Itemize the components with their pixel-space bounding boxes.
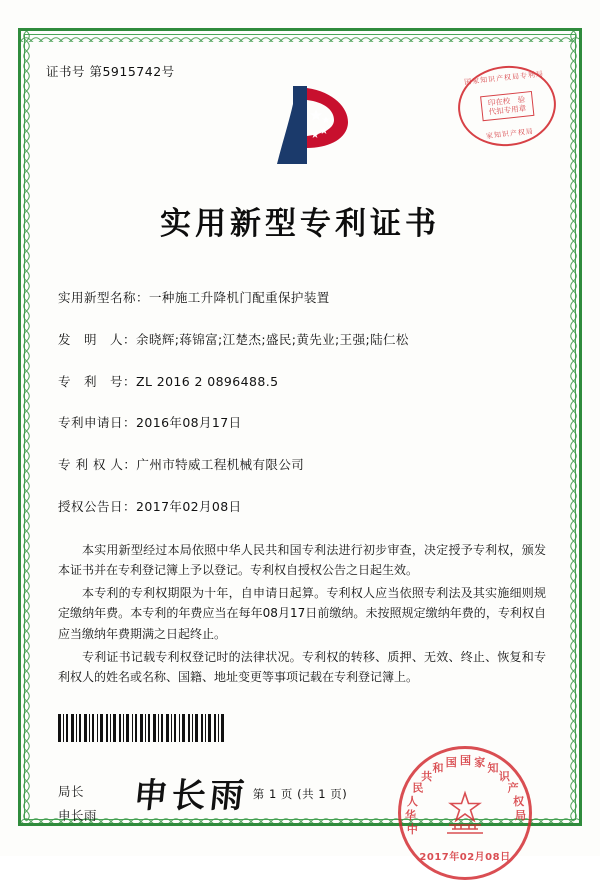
barcode-icon — [58, 714, 226, 742]
logo-container — [46, 82, 554, 170]
official-seal-ring-text: 中 华 人 民 共 和 国 国 家 知 识 产 权 局 — [405, 753, 526, 837]
field-list — [46, 289, 554, 517]
field-label: 实用新型名称： — [58, 290, 150, 305]
page-footer: 第 1 页 (共 1 页) — [252, 787, 348, 801]
field-row — [58, 331, 548, 350]
ornament-band-right-icon — [568, 31, 579, 823]
verification-seal-line1: 印在校 验 — [487, 94, 526, 108]
ornament-band-left-icon — [21, 31, 32, 823]
field-value: 一种施工升降机门配重保护装置 — [149, 290, 330, 305]
ornament-band-top-icon — [21, 31, 579, 42]
field-value: 余晓辉;蒋锦富;江楚杰;盛民;黄先业;王强;陆仁松 — [136, 331, 409, 347]
verification-seal-arc-top: 国家知识产权局专利局 — [463, 69, 545, 87]
verification-seal-line2: 代扣专用章 — [488, 104, 527, 117]
official-seal-date: 2017年02月08日 — [419, 851, 511, 863]
patent-office-logo-icon — [244, 82, 356, 168]
field-value: 2016年08月17日 — [136, 415, 242, 431]
field-row — [58, 373, 548, 392]
field-label: 专 利 号： — [58, 373, 137, 389]
verification-seal-arc-bottom: 家知识产权局 — [485, 127, 535, 141]
field-row — [58, 289, 548, 308]
field-value: 广州市特威工程机械有限公司 — [136, 457, 305, 472]
certificate-number: 证书号 第5915742号 — [46, 64, 175, 79]
field-label: 专 利 权 人： — [58, 457, 137, 472]
page-title: 实用新型专利证书 — [160, 206, 440, 242]
field-label: 专利申请日： — [58, 415, 137, 431]
legal-paragraph: 本专利的专利权期限为十年，自申请日起算。专利权人应当依照专利法及其实施细则规定缴纳年费。本专利的年费应当在每年08月17日前缴纳。未按照规定缴纳年费的，专利权自应当缴纳年费期满之日起终止。 — [58, 585, 546, 641]
field-value: ZL 2016 2 0896488.5 — [136, 373, 279, 389]
field-label: 发 明 人： — [58, 331, 137, 347]
certificate-content — [46, 56, 554, 863]
field-row — [58, 498, 548, 517]
field-row — [58, 456, 548, 475]
field-label: 授权公告日： — [58, 498, 137, 514]
official-national-seal — [398, 746, 532, 880]
field-row — [58, 414, 548, 433]
legal-paragraph: 本实用新型经过本局依照中华人民共和国专利法进行初步审查，决定授予专利权，颁发本证书并在专利登记簿上予以登记。专利权自授权公告之日起生效。 — [58, 542, 546, 578]
legal-text — [46, 540, 554, 688]
field-value: 2017年02月08日 — [136, 498, 242, 514]
legal-paragraph: 专利证书记载专利权登记时的法律状况。专利权的转移、质押、无效、终止、恢复和专利权人的姓名或名称、国籍、地址变更等事项记载在专利登记簿上。 — [58, 649, 546, 685]
handwritten-signature: 申长雨 — [131, 775, 250, 816]
director-title-label: 局长 — [58, 783, 85, 799]
director-name-label: 申长雨 — [58, 807, 98, 823]
